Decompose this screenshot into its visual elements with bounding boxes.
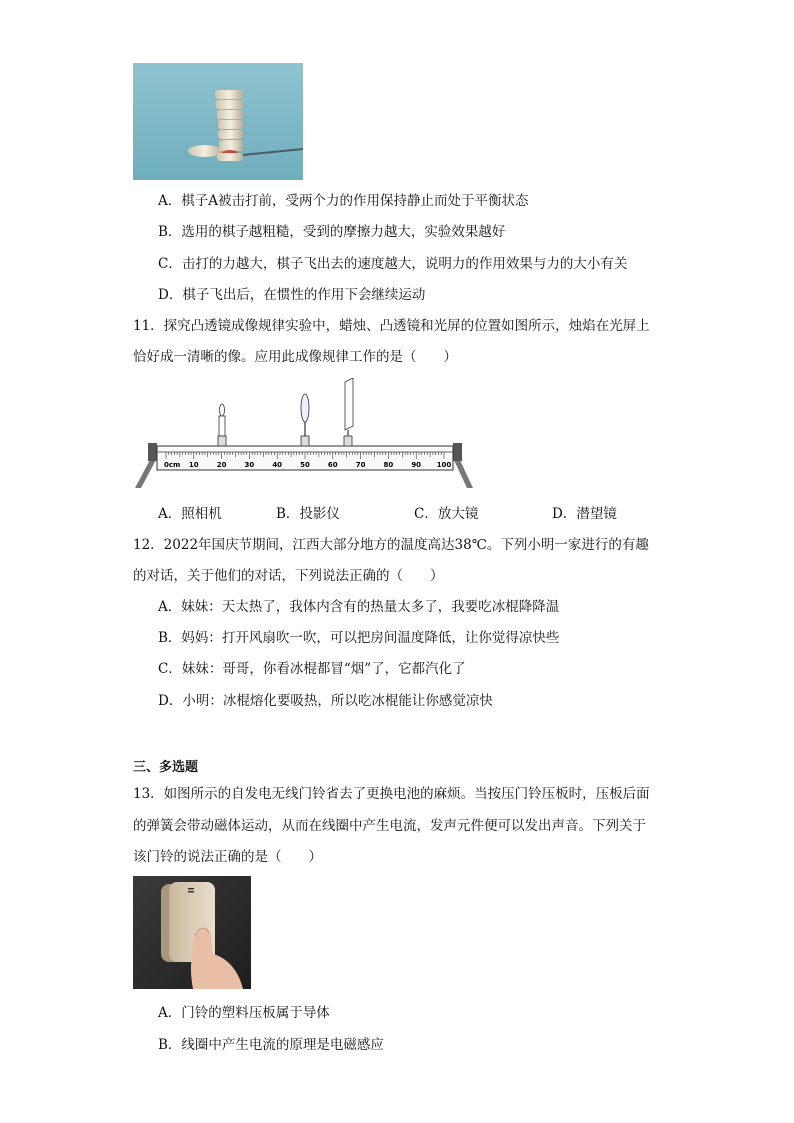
q13-stem-line2: 的弹簧会带动磁体运动，从而在线圈中产生电流，发声元件便可以发出声音。下列关于 xyxy=(133,818,646,834)
q11-choice-b: B．投影仪 xyxy=(276,506,340,522)
ruler-label: 100 xyxy=(436,461,452,469)
q11-stem-line1: 11．探究凸透镜成像规律实验中，蜡烛、凸透镜和光屏的位置如图所示，烛焰在光屏上 xyxy=(133,318,650,334)
q13-option-b: B．线圈中产生电流的原理是电磁感应 xyxy=(158,1037,384,1053)
ruler-label: 30 xyxy=(244,461,255,469)
bench-leg-left xyxy=(135,458,157,488)
ruler-label: 20 xyxy=(216,461,227,469)
optical-bench-figure xyxy=(133,378,473,490)
q10-option-d: D．棋子飞出后，在惯性的作用下会继续运动 xyxy=(158,287,426,303)
convex-lens xyxy=(301,394,309,446)
q12-option-b: B．妈妈：打开风扇吹一吹，可以把房间温度降低，让你觉得凉快些 xyxy=(158,630,560,646)
q12-stem-line2: 的对话，关于他们的对话，下列说法正确的（ ） xyxy=(133,568,444,584)
bench-leg-right xyxy=(453,458,473,488)
ruler-label: 10 xyxy=(188,461,199,469)
q12-stem-line1: 12．2022年国庆节期间，江西大部分地方的温度高达38℃。下列小明一家进行的有趣 xyxy=(133,537,649,553)
q10-option-a: A．棋子A被击打前，受两个力的作用保持静止而处于平衡状态 xyxy=(158,193,529,209)
ruler-label: 40 xyxy=(272,461,283,469)
q11-choice-c: C．放大镜 xyxy=(414,506,479,522)
doorbell-photo xyxy=(133,876,251,989)
q13-option-a: A．门铃的塑料压板属于导体 xyxy=(158,1005,330,1021)
ruler-label: 80 xyxy=(383,461,394,469)
ruler-label: 60 xyxy=(327,461,338,469)
q10-option-b: B．选用的棋子越粗糙，受到的摩擦力越大，实验效果越好 xyxy=(158,224,506,240)
q10-option-c: C．击打的力越大，棋子飞出去的速度越大，说明力的作用效果与力的大小有关 xyxy=(158,256,628,272)
ruler-label: 0cm xyxy=(164,461,181,469)
ruler-label: 90 xyxy=(411,461,422,469)
q13-stem-line3: 该门铃的说法正确的是（ ） xyxy=(133,849,322,865)
q13-stem-line1: 13．如图所示的自发电无线门铃省去了更换电池的麻烦。当按压门铃压板时，压板后面 xyxy=(133,786,650,802)
q11-choice-a: A．照相机 xyxy=(158,506,222,522)
q11-choices xyxy=(158,505,617,523)
q12-option-d: D．小明：冰棍熔化要吸热，所以吃冰棍能让你感觉凉快 xyxy=(158,693,493,709)
q11-stem-line2: 恰好成一清晰的像。应用此成像规律工作的是（ ） xyxy=(133,349,457,365)
ruler-label: 70 xyxy=(355,461,366,469)
chess-pieces-photo xyxy=(133,63,303,180)
bench-end-left xyxy=(148,443,157,461)
ruler-label: 50 xyxy=(300,461,310,469)
section-title-multiple-choice: 三、多选题 xyxy=(133,760,199,775)
q12-option-a: A．妹妹：天太热了，我体内含有的热量太多了，我要吃冰棍降降温 xyxy=(158,599,560,615)
q12-option-c: C．妹妹：哥哥，你看冰棍都冒“烟”了，它都汽化了 xyxy=(158,661,466,677)
bench-end-right xyxy=(453,443,462,461)
candle xyxy=(218,404,226,446)
q11-choice-d: D．潜望镜 xyxy=(552,506,617,522)
light-screen xyxy=(344,378,353,446)
